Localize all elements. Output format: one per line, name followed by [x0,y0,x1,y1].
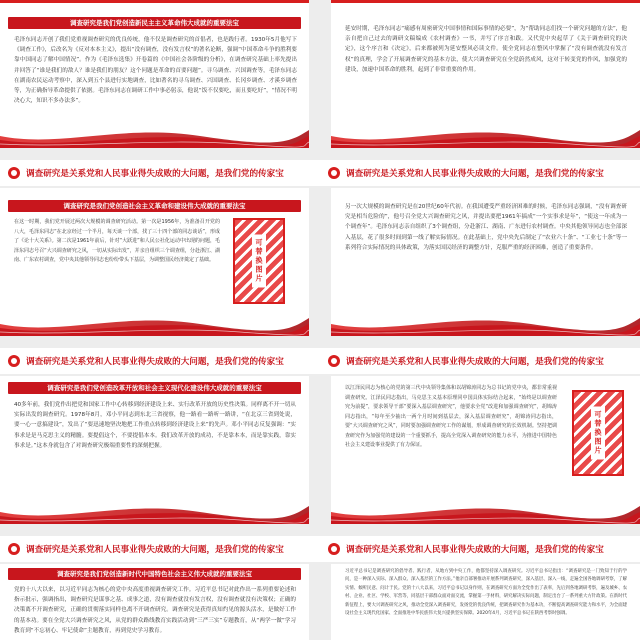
slide-2[interactable] [331,0,640,148]
slide-body-text: 习近平总书记是调查研究的倡导者、践行者，从地方到中央工作，他都坚持深入调查研究。习近平总书记指出：“调查研究是一门致知于行的学问，是一种深入实际、深入群众、深入基层的工作方法。”他亲自部署推动开展系列调查研究，深入基层、深入一线，走遍全国各地调研考察，了解实情、倾听民意、问计于民。党的十八大以来，习近平总书记以身作则，在调查研究方面为全党作出了表率，先后到各地调研考察，遍及城乡、农村、企业、社区、学校、军营等，同基层干部群众面对面交流，掌握第一手材料，研究解决实际问题，制定出台了一系列重大方针政策。在新时代新征程上，要大兴调查研究之风，推动全党深入调查研究，发扬党的优良传统，把调查研究作为基本功，不断提高调查研究能力和水平，为全面建设社会主义现代化国家、全面推进中华民族伟大复兴提供坚实保障。2020年4月，习近平总书记在陕西考察时强调。 [345,569,627,617]
slogan-text: 调查研究是关系党和人民事业得失成败的大问题，是我们党的传家宝 [346,545,604,555]
slogan-strip [0,348,640,374]
section-band: 调查研究是我们党创造新时代中国特色社会主义伟大成就的重要法宝 [8,568,301,580]
party-emblem-icon [328,543,340,555]
slide-6[interactable] [331,376,640,524]
replaceable-image-placeholder[interactable] [572,390,624,476]
placeholder-label: 可替换图片 [252,235,266,288]
party-emblem-icon [8,355,20,367]
slogan-strip [0,536,640,562]
slide-top-bar [0,0,309,3]
replaceable-image-placeholder[interactable] [233,218,285,304]
slogan-text: 调查研究是关系党和人民事业得失成败的大问题，是我们党的传家宝 [346,169,604,179]
slogan-text: 调查研究是关系党和人民事业得失成败的大问题，是我们党的传家宝 [346,357,604,367]
section-band: 调查研究是我们党创造新民主主义革命伟大成就的重要法宝 [8,17,301,29]
slide-5[interactable] [0,376,309,524]
decorative-wave [0,122,309,148]
placeholder-label: 可替换图片 [591,407,605,460]
slide-body-text: 另一次大规模的调查研究是在20世纪60年代初。在我国遭受严重经济困难的时候，毛泽东同志强调，“没有调查研究是相当危险的”，他号召全党大兴调查研究之风，并提出要把1961年搞成“一个实事求是年”，“使这一年成为一个调查年”。毛泽东同志亲自组织了3个调查组，分赴浙江、湖南、广东进行农村调查。中央其他领导同志也全部深入基层，花了很多时间到第一线了解实际情况。在此基础上，党中央先后制定了“农业六十条”、“工业七十条”等一系列符合实际情况的具体政策，为落实国民经济的调整方针，克服严重的经济困难，创造了重要条件。 [345,204,627,251]
slide-4[interactable] [331,188,640,336]
slide-body-text: 毛泽东同志开创了我们党重视调查研究的优良传统，他不仅是调查研究的首倡者，也是践行者。1930年5月他写下《调查工作》，后改名为《反对本本主义》，提出“没有调查，没有发言权”的著名论断，强调“中国革命斗争的胜利要靠中国同志了解中国情况”。作为《毛泽东选集》开卷篇的《中国社会各阶级的分析》，在调查研究基础上率先提出并回答了“谁是我们的敌人？谁是我们的朋友？这个问题是革命的首要问题”。寻乌调查、兴国调查等，毛泽东同志在湖南农民运动考察中，深入到五个县进行实地调查，比如著名的寻乌调查、兴国调查、长冈乡调查、才溪乡调查等，为正确指导革命提供了依据。毛泽东同志在调研工作中事必躬亲，他说“饭不仅要吃，而且要吃好”，“情况不明决心大，知识不多办法多”。 [14,37,297,105]
slide-body-text: 在这一时期，我们党开展过两次大规模的调查研究活动。第一次是1956年，为准备召开党的八大，毛泽东同志“在北京经过一个半月，每天谈一个部，找了三十四个部的同志谈话”，形成了《论十大关系》。第二次是1961年前后，针对“大跃进”和人民公社化运动中出现的问题，毛泽东同志号召“大兴调查研究之风，一切从实际出发”，并亲自组织三个调查组，分赴浙江、湖南、广东农村调查，党中央其他领导同志也纷纷带头下基层，为调整国民经济奠定了基础。 [14,219,220,263]
slogan-text: 调查研究是关系党和人民事业得失成败的大问题，是我们党的传家宝 [26,169,284,179]
slogan-text: 调查研究是关系党和人民事业得失成败的大问题，是我们党的传家宝 [26,545,284,555]
decorative-wave [331,498,640,524]
section-band: 调查研究是我们党创造社会主义革命和建设伟大成就的重要法宝 [8,200,301,212]
slide-body-text: 延安时期，毛泽东同志“痛感有周密研究中国事情和国际事情的必要”，为“帮助同志们找一个研究问题的方法”，他亲自把自己过去的调研文稿编成《农村调查》一书，并写了序言和跋。又代党中央起草了《关于调查研究的决定》，这个序言和《决定》，后来都被列为延安整风必读文件。使全党同志在整风中掌握了“没有调查就没有发言权”的真理，学会了开展调查研究的基本方法，使大兴调查研究在全党蔚然成风，这对于转变党的作风，加强党的建设，加速中国革命的胜利，起到了非常重要的作用。 [345,26,627,73]
slide-body-text: 40多年前，我们党作出把党和国家工作中心转移到经济建设上来、实行改革开放的历史性决策。同样离不开一切从实际出发的调查研究。1978年8月，邓小平同志到东北三省视察，他一路看一路听一路讲，“在北京三省到处说，要一心一意搞建设”，发出了“要迅速地坚决地把工作重点转移到经济建设上来”的先声。邓小平同志反复强调：“实事求是是马克思主义的精髓。要提倡这个，不要提倡本本。我们改革开放的成功，不是靠本本，而是靠实践，靠实事求是。”这本身就包含了对调查研究极端重要性的深刻把握。 [14,402,296,449]
slide-body-text: 以江泽民同志为核心的党的第三代中央领导集体和以胡锦涛同志为总书记的党中央，都非常重视调查研究。江泽民同志指出，马克思主义基本原理同中国具体实际结合起来，“始终是以调查研究为前提”，要求领导干部“要深入基层调查研究”，他要求全党“改进和加强调查研究”，胡锦涛同志指出，“每年至少抽出一两个月时间到基层去，深入基层调查研究”，胡锦涛同志指出，要“大兴调查研究之风”，同时要加强调查研究工作的谋划，形成调查研究的长效机制。坚持把调查研究作为加强党的建设的一个重要抓手，提高全党深入调查研究的能力水平，为推进中国特色社会主义建设事业提供了有力保证。 [345,385,557,448]
slide-top-bar [331,0,640,3]
slide-7[interactable] [0,564,309,640]
party-emblem-icon [328,167,340,179]
decorative-wave [0,498,309,524]
slide-3[interactable] [0,188,309,336]
slide-8[interactable] [331,564,640,640]
section-band: 调查研究是我们党创造改革开放和社会主义现代化建设伟大成就的重要法宝 [8,382,301,394]
slogan-strip [0,160,640,186]
slogan-text: 调查研究是关系党和人民事业得失成败的大问题，是我们党的传家宝 [26,357,284,367]
party-emblem-icon [8,543,20,555]
party-emblem-icon [328,355,340,367]
slide-body-text: 党的十八大以来，以习近平同志为核心的党中央高度重视调查研究工作。习近平总书记对此作出一系列重要论述和指示批示，强调指出，调查研究是谋事之基、成事之道，没有调查就没有发言权，没有调查就没有决策权；正确的决策离不开调查研究，正确的贯彻落实同样也离不开调查研究。调查研究是获得真知灼见的源头活水，是做好工作的基本功。要在全党大兴调查研究之风，从党的群众路线教育实践活动到“三严三实”专题教育，从“两学一做”学习教育到“不忘初心、牢记使命”主题教育，再到党史学习教育。 [14,587,296,634]
slide-1[interactable] [0,0,309,148]
party-emblem-icon [8,167,20,179]
decorative-wave [331,122,640,148]
decorative-wave [331,310,640,336]
decorative-wave [0,310,309,336]
